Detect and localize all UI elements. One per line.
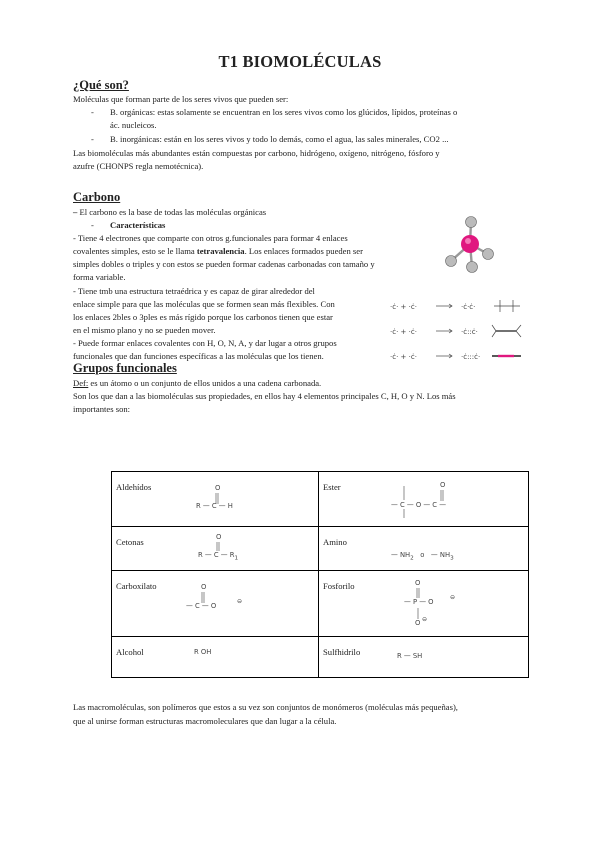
b-organicas-text: B. orgánicas: estas solamente se encuentran en los seres vivos como los glúcidos, lípidos, proteínas o — [110, 107, 458, 117]
formula-ester-oxygen: O — [440, 481, 446, 489]
group-name-amino: Amino — [323, 537, 347, 547]
formula-cetona-oxygen: O — [216, 533, 222, 541]
formula-carboxilato-oxygen: O — [201, 583, 207, 591]
def-body: es un átomo o un conjunto de ellos unidos a una cadena carbonada. — [88, 378, 322, 388]
carbon-bond-diagrams — [386, 295, 526, 369]
formula-cetona-main: R — C — R — [198, 551, 235, 559]
estructura-text-line2: enlace simple para que las moléculas que se formen sean más flexibles. Con — [73, 299, 335, 309]
formula-amino-a: — NH — [391, 551, 411, 559]
tetra-text-line4: forma variable. — [73, 272, 126, 282]
grupos-intro-text-cont: importantes son: — [73, 404, 131, 414]
formula-alcohol: R OH — [194, 648, 212, 656]
svg-text:·ċ·ċ·: ·ċ·ċ· — [461, 303, 476, 311]
group-name-fosforilo: Fosforilo — [323, 581, 355, 591]
estructura-text-line3: los enlaces 2bles o 3ples es más rígido porque los carbonos tienen que estar — [73, 312, 333, 322]
formula-aldehido: R — C — H — [196, 502, 233, 510]
tetra-pre: covalentes simples, esto se le llama — [73, 246, 197, 256]
svg-text:·ċ:::ċ·: ·ċ:::ċ· — [461, 353, 481, 361]
bullet-dash: - — [91, 107, 94, 117]
b-organicas-text-cont: ác. nucleicos. — [110, 120, 157, 130]
abundantes-text-cont: azufre (CHONPS regla nemotécnica). — [73, 161, 204, 171]
svg-text:·ċ· + ·ċ·: ·ċ· + ·ċ· — [390, 303, 417, 311]
tetrahedral-molecule-illustration — [438, 212, 498, 274]
group-name-carboxilato: Carboxilato — [116, 581, 157, 591]
svg-text:·ċ::ċ·: ·ċ::ċ· — [461, 328, 478, 336]
tetra-text: - Tiene 4 electrones que comparte con otros g.funcionales para formar 4 enlaces — [73, 233, 348, 243]
enlaces-text: - Puede formar enlaces covalentes con H, O, N, A, y dar lugar a otros grupos — [73, 338, 337, 348]
grupos-intro-text: Son los que dan a las biomoléculas sus propiedades, en ellos hay 4 elementos principales C, H, O y N. Los más — [73, 391, 456, 401]
svg-text:·ċ· + ·ċ·: ·ċ· + ·ċ· — [390, 328, 417, 336]
heading-que-son: ¿Qué son? — [73, 78, 129, 92]
negative-charge-icon: ⊖ — [422, 616, 428, 623]
carbono-base-text: – El carbono es la base de todas las moléculas orgánicas — [73, 207, 267, 217]
definicion-text — [73, 377, 321, 390]
formula-fosforilo-oxygen-bottom: O — [415, 619, 421, 627]
enlaces-text-line2: funcionales que dan funciones específicas a las moléculas que los tienen. — [73, 351, 324, 361]
formula-fosforilo: — P — O — [404, 598, 434, 606]
tetra-text-line3: simples dobles o triples y con estos se pueden formar cadenas carbonadas con tamaño y — [73, 259, 375, 269]
formula-carboxilato: — C — O — [186, 602, 217, 610]
bullet-dash: - — [91, 220, 94, 230]
svg-text:·ċ· + ·ċ·: ·ċ· + ·ċ· — [390, 353, 417, 361]
formula-bond-marks — [111, 471, 528, 677]
group-name-sulfhidrilo: Sulfhidrilo — [323, 647, 361, 657]
formula-amino-or: o — [420, 551, 425, 559]
macromoleculas-text: Las macromoléculas, son polímeros que estos a su vez son conjuntos de monómeros (moléculas más pequeñas), — [73, 702, 458, 712]
b-inorganicas-text: B. inorgánicas: están en los seres vivos y todo lo demás, como el agua, las sales minerales, CO2 ... — [110, 134, 449, 144]
negative-charge-icon: ⊖ — [450, 594, 456, 601]
def-label: Def: — [73, 378, 89, 388]
group-name-alcohol: Alcohol — [116, 647, 144, 657]
group-name-ester: Ester — [323, 482, 341, 492]
estructura-text-line4: en el mismo plano y no se pueden mover. — [73, 325, 216, 335]
formula-amino-c: — NH — [430, 551, 451, 559]
formula-fosforilo-oxygen-top: O — [415, 579, 421, 587]
heading-carbono: Carbono — [73, 190, 121, 204]
tetra-post: . Los enlaces formados pueden ser — [244, 246, 363, 256]
page-title: T1 BIOMOLÉCULAS — [218, 52, 382, 71]
tetra-text-line2 — [73, 245, 363, 258]
estructura-text: - Tiene tmb una estructura tetraédrica y es capaz de girar alrededor del — [73, 286, 315, 296]
macromoleculas-text-cont: que al unirse forman estructuras macromoleculares que dan lugar a la célula. — [73, 716, 337, 726]
negative-charge-icon: ⊖ — [237, 598, 243, 605]
formula-ester: — C — O — C — — [391, 501, 446, 509]
formula-amino: — $NH_2$ o — $NH_3$ — [391, 551, 454, 562]
caracteristicas-heading: Características — [110, 220, 166, 230]
heading-grupos-funcionales: Grupos funcionales — [73, 361, 177, 375]
formula-aldehido-oxygen: O — [215, 484, 221, 492]
intro-text: Moléculas que forman parte de los seres vivos que pueden ser: — [73, 94, 289, 104]
group-name-aldehidos: Aldehídos — [116, 482, 152, 492]
formula-sulfhidrilo: R — SH — [397, 652, 423, 660]
group-name-cetonas: Cetonas — [116, 537, 144, 547]
carbono-base-label: El carbono es la base de todas las moléculas orgánicas — [79, 207, 267, 217]
abundantes-text: Las biomoléculas más abundantes están compuestas por carbono, hidrógeno, oxígeno, nitrógeno, fósforo y — [73, 148, 440, 158]
formula-cetona-sub: 1 — [234, 555, 239, 562]
bullet-dash: - — [91, 134, 94, 144]
tetravalencia-term: tetravalencia — [196, 246, 245, 256]
